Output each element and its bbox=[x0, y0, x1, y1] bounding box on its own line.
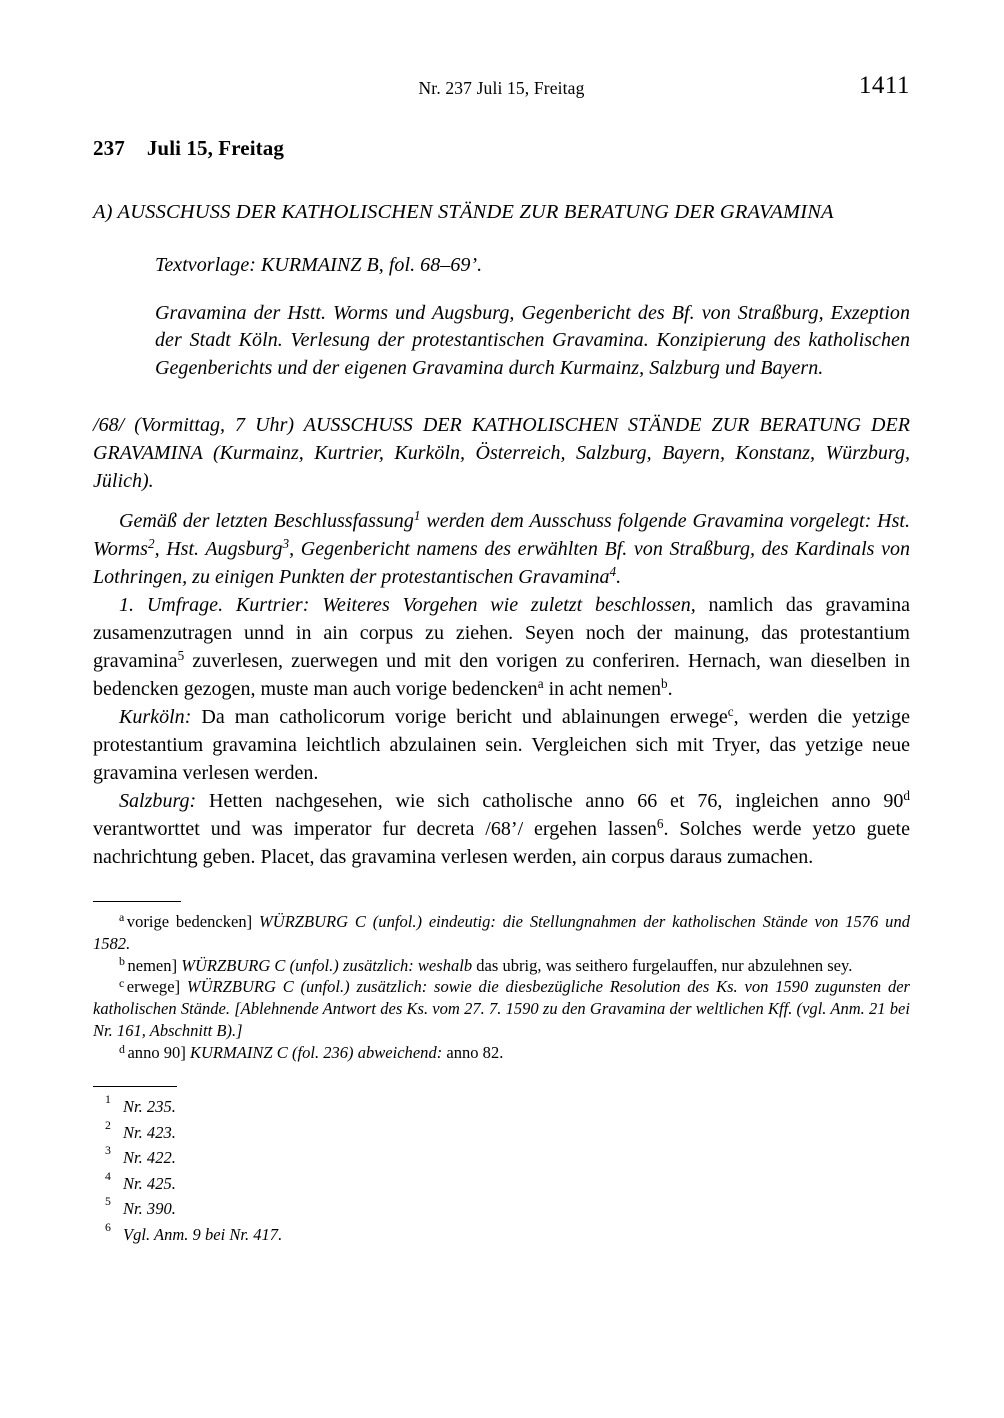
apparatus-ref-a[interactable]: a bbox=[537, 675, 544, 691]
footnote-ref-6[interactable]: 6 bbox=[656, 815, 664, 831]
salzburg-part-1: Hetten nachgesehen, wie sich catholische anno 66 et 76, ingleichen anno 90 bbox=[196, 789, 904, 812]
kurkoeln-part-1: Da man catholicorum vorige bericht und ablainungen erwege bbox=[191, 705, 728, 728]
section-heading bbox=[93, 136, 910, 161]
folio-marker: /68/ bbox=[93, 413, 125, 436]
section-title: Juli 15, Freitag bbox=[146, 136, 284, 160]
footnote-ref-1[interactable]: 1 bbox=[413, 507, 421, 523]
footnote-text: Nr. 423. bbox=[123, 1122, 176, 1142]
apparatus-ref-b[interactable]: b bbox=[661, 675, 668, 691]
apparatus-lemma-c: erwege bbox=[126, 977, 175, 997]
footnotes-rule bbox=[93, 1086, 177, 1087]
footnote-ref-4[interactable]: 4 bbox=[609, 563, 617, 579]
kurkoeln-part-2: , werden die yetzige protestantium gravamina leichtlich abzulainen sein. Vergleichen sich mit Tryer, das yetzige neue gravamina verlesen werden. bbox=[93, 705, 911, 784]
footnote-item bbox=[93, 1196, 910, 1222]
kurtrier-part-3: in acht nemen bbox=[543, 677, 662, 700]
footnotes-section bbox=[93, 1086, 910, 1247]
apparatus-marker-b: b bbox=[119, 953, 125, 968]
body-paragraph-heading bbox=[93, 411, 910, 495]
body-paragraph-kurtrier bbox=[93, 591, 910, 703]
apparatus-lemma-d: anno 90 bbox=[127, 1043, 181, 1063]
apparatus-tail-b: das ubrig, was seithero furgelauffen, nur abzulehnen sey. bbox=[472, 955, 853, 975]
footnote-item bbox=[93, 1168, 910, 1197]
footnote-item bbox=[93, 1117, 910, 1146]
footnote-text: Vgl. Anm. 9 bei Nr. 417. bbox=[123, 1225, 283, 1244]
apparatus-ref-c[interactable]: c bbox=[727, 703, 734, 719]
apparatus-ref-d[interactable]: d bbox=[903, 787, 910, 803]
apparatus-marker-a: a bbox=[119, 909, 125, 924]
gemaess-part-3: , Hst. Augsburg bbox=[154, 537, 283, 560]
footnote-text: Nr. 235. bbox=[123, 1097, 176, 1117]
footnote-number: 2 bbox=[105, 1117, 111, 1132]
kurtrier-lead: 1. Umfrage. Kurtrier: Weiteres Vorgehen wie zuletzt beschlossen, bbox=[119, 593, 696, 616]
apparatus-marker-c: c bbox=[119, 975, 125, 990]
apparatus-bracket-b: ] bbox=[171, 955, 178, 975]
footnote-ref-5[interactable]: 5 bbox=[177, 647, 185, 663]
salzburg-lead: Salzburg: bbox=[119, 789, 197, 812]
apparatus-rule bbox=[93, 901, 181, 902]
footnote-ref-3[interactable]: 3 bbox=[282, 535, 290, 551]
footnote-text: Nr. 425. bbox=[123, 1173, 176, 1193]
apparatus-note-d bbox=[93, 1042, 910, 1064]
footnote-number: 1 bbox=[105, 1092, 111, 1107]
footnote-number: 4 bbox=[105, 1168, 111, 1183]
apparatus-body-b: WÜRZBURG C (unfol.) zusätzlich: weshalb bbox=[177, 955, 473, 975]
apparatus-note-b bbox=[93, 955, 910, 977]
kurtrier-part-1: namlich das gravamina zusamenzutragen unnd in ain corpus zu ziehen. Seyen noch der mainung, das protestantium gravamina bbox=[93, 593, 910, 672]
gemaess-part-4: , Gegenbericht namens des erwählten Bf. von Straßburg, des Kardinals von Lothringen, zu einigen Punkten der protestantischen Gravamina bbox=[93, 537, 911, 588]
footnote-text: Nr. 422. bbox=[123, 1148, 176, 1168]
critical-apparatus bbox=[93, 901, 910, 1065]
apparatus-bracket-a: ] bbox=[246, 911, 253, 931]
gemaess-part-1: Gemäß der letzten Beschlussfassung bbox=[119, 509, 414, 532]
apparatus-note-c bbox=[93, 976, 910, 1042]
footnote-number: 3 bbox=[105, 1143, 111, 1158]
kurtrier-part-4: . bbox=[667, 677, 673, 700]
document-title: A) AUSSCHUSS DER KATHOLISCHEN STÄNDE ZUR BERATUNG DER GRAVAMINA bbox=[93, 201, 834, 223]
apparatus-lemma-a: vorige bedencken bbox=[126, 911, 247, 931]
apparatus-body-c: WÜRZBURG C (unfol.) zusätzlich: sowie die diesbezügliche Resolution des Ks. von 1590 zugunsten der katholischen Stände. [Ablehnende Antwort des Ks. vom 27. 7. 1590 zu den Gravamina der weltlichen Kff. (vgl. Anm. 21 bei Nr. 161, Abschnitt B).] bbox=[93, 977, 910, 1041]
apparatus-body-a: WÜRZBURG C (unfol.) eindeutig: die Stellungnahmen der katholischen Stände von 1576 und 1582. bbox=[93, 911, 910, 953]
footnote-item bbox=[93, 1222, 910, 1248]
page-content bbox=[93, 0, 910, 1248]
apparatus-lemma-b: nemen bbox=[127, 955, 172, 975]
page-number: 1411 bbox=[858, 72, 910, 99]
kurkoeln-lead: Kurköln: bbox=[119, 705, 192, 728]
kurtrier-part-2: zuverlesen, zuerwegen und mit den vorigen zu conferiren. Hernach, wan dieselben in bedencken gezogen, muste man auch vorige bedencken bbox=[93, 649, 910, 700]
running-head-title: Nr. 237 Juli 15, Freitag bbox=[418, 78, 585, 98]
footnote-ref-2[interactable]: 2 bbox=[147, 535, 155, 551]
apparatus-bracket-d: ] bbox=[180, 1043, 186, 1063]
salzburg-part-2: verantworttet und was imperator fur decreta /68’/ ergehen lassen bbox=[93, 817, 657, 840]
footnote-item bbox=[93, 1094, 910, 1120]
textvorlage-block: Textvorlage: KURMAINZ B, fol. 68–69’. bbox=[155, 254, 483, 277]
footnote-number: 5 bbox=[105, 1194, 111, 1209]
apparatus-body-d: KURMAINZ C (fol. 236) abweichend: bbox=[185, 1043, 443, 1063]
apparatus-tail-d: anno 82. bbox=[442, 1043, 504, 1063]
apparatus-note-a bbox=[93, 911, 910, 955]
heading-par-text: (Vormittag, 7 Uhr) AUSSCHUSS DER KATHOLISCHEN STÄNDE ZUR BERATUNG DER GRAVAMINA (Kurmainz, Kurtrier, Kurköln, Österreich, Salzburg, Bayern, Konstanz, Würzburg, Jülich). bbox=[93, 413, 910, 492]
footnote-number: 6 bbox=[105, 1220, 111, 1234]
footnote-text: Nr. 390. bbox=[123, 1199, 176, 1219]
section-number: 237 bbox=[93, 136, 125, 160]
body-paragraph-salzburg bbox=[93, 787, 910, 871]
footnote-item bbox=[93, 1145, 910, 1171]
salzburg-part-3: . Solches werde yetzo guete nachrichtung geben. Placet, das gravamina verlesen werden, ain corpus daraus zumachen. bbox=[93, 817, 910, 868]
regest-block: Gravamina der Hstt. Worms und Augsburg, Gegenbericht des Bf. von Straßburg, Exzeption der Stadt Köln. Verlesung der protestantischen Gravamina. Konzipierung des katholischen Gegenberichts und der eigenen Gravamina durch Kurmainz, Salzburg und Bayern. bbox=[155, 301, 910, 380]
running-head bbox=[93, 72, 910, 116]
body-paragraph-kurkoeln bbox=[93, 703, 910, 787]
gemaess-part-5: . bbox=[616, 565, 622, 588]
gemaess-part-2: werden dem Ausschuss folgende Gravamina vorgelegt: Hst. Worms bbox=[93, 509, 911, 560]
apparatus-bracket-c: ] bbox=[174, 977, 181, 997]
apparatus-marker-d: d bbox=[119, 1041, 125, 1056]
body-paragraph-gemaess bbox=[93, 507, 910, 591]
